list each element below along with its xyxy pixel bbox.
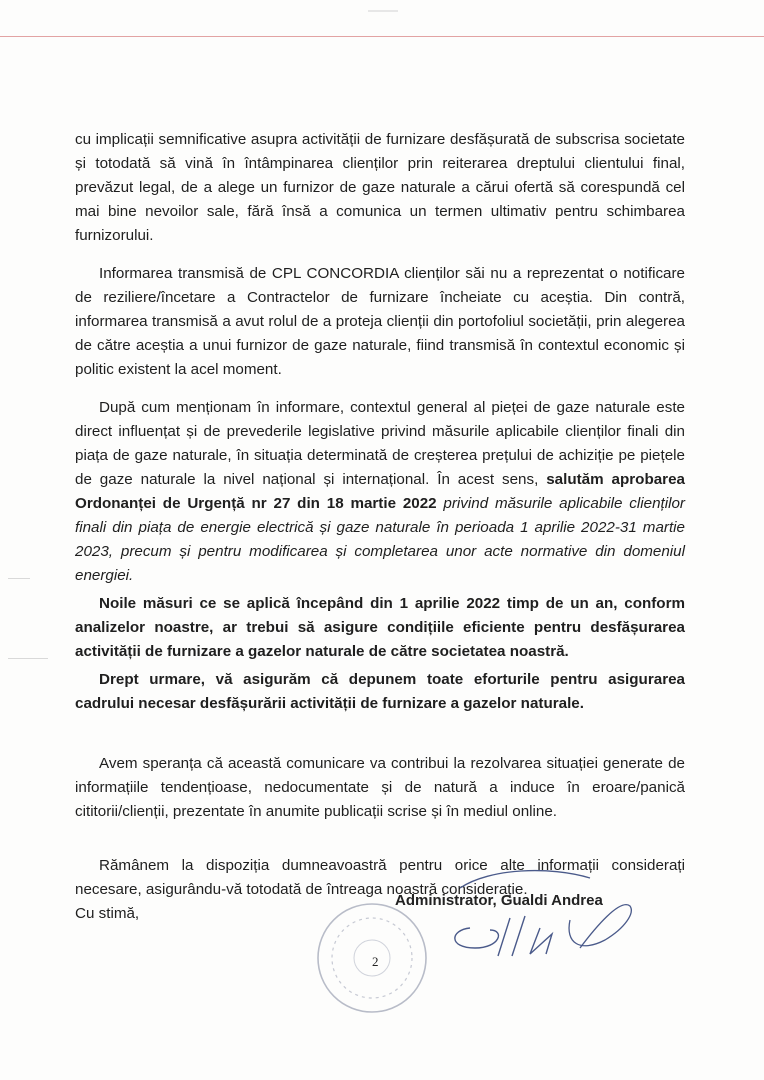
page-number: 2 [372,954,379,969]
paragraph-7: Rămânem la dispoziția dumneavoastră pentru orice alte informații considerați necesare, asigurându-vă totodată de întreaga noastră considerație. [75,857,685,898]
header-rule [0,36,764,37]
letter-body [75,128,685,926]
paragraph-3 [75,396,685,588]
closing-salutation: Cu stimă, [75,905,140,922]
paragraph-1: cu implicații semnificative asupra activității de furnizare desfășurată de subscrisa societate și totodată să vină în întâmpinarea clienților prin reiterarea dreptului clientului final, prevăzut legal, de a alege un furnizor de gaze naturale a cărui ofertă să corespundă cel mai bine nevoilor sale, fără însă a comunica un termen ultimativ pentru schimbarea furnizorului. [75,131,685,244]
paragraph-3-text: După cum menționam în informare, contextul general al pieței de gaze naturale este direct influențat și de prevederile legislative privind măsurile aplicabile clienților finali din piața de gaze naturale, în situația determinată de creșterea prețului de achiziție pe piețele de gaze naturale la nivel național și internațional. În acest sens, [75,399,685,488]
signatory-name: Administrator, Gualdi Andrea [395,892,603,909]
paragraph-4 [75,592,685,664]
paragraph-6: Avem speranța că această comunicare va contribui la rezolvarea situației generate de informațiile tendențioase, nedocumentate și de natură a induce în eroare/panică cititorii/clienții, prezentate în anumite publicații scrise și în mediul online. [75,755,685,820]
new-measures-bold: Noile măsuri ce se aplică începând din 1 aprilie 2022 timp de un an, conform analizelor noastre, ar trebui să asigure condițiile eficiente pentru desfășurarea activității de furnizare a gazelor naturale de către societatea noastră. [75,595,685,660]
ordinance-description-italic: privind măsurile aplicabile clienților finali din piața de energie electrică și gaze naturale în perioada 1 aprilie 2022-31 martie 2023, precum și pentru modificarea și completarea unor acte normative din domeniul energiei. [75,495,685,584]
paragraph-5 [75,668,685,716]
paragraph-2: Informarea transmisă de CPL CONCORDIA clienților săi nu a reprezentat o notificare de reziliere/încetare a Contractelor de furnizare încheiate cu aceștia. Din contră, informarea transmisă a avut rolul de a proteja clienții din portofoliul societății, prin alegerea de către aceștia a unui furnizor de gaze naturale, fiind transmisă în contextul economic și politic existent la acel moment. [75,265,685,378]
assurance-bold: Drept urmare, vă asigurăm că depunem toate eforturile pentru asigurarea cadrului necesar desfășurării activității de furnizare a gazelor naturale. [75,671,685,712]
handwritten-signature [430,858,650,968]
margin-mark [8,658,48,659]
ordinance-approval-bold: salutăm aprobarea Ordonanței de Urgență nr 27 din 18 martie 2022 [75,471,685,512]
margin-mark [8,578,30,579]
header-mark [368,10,398,12]
